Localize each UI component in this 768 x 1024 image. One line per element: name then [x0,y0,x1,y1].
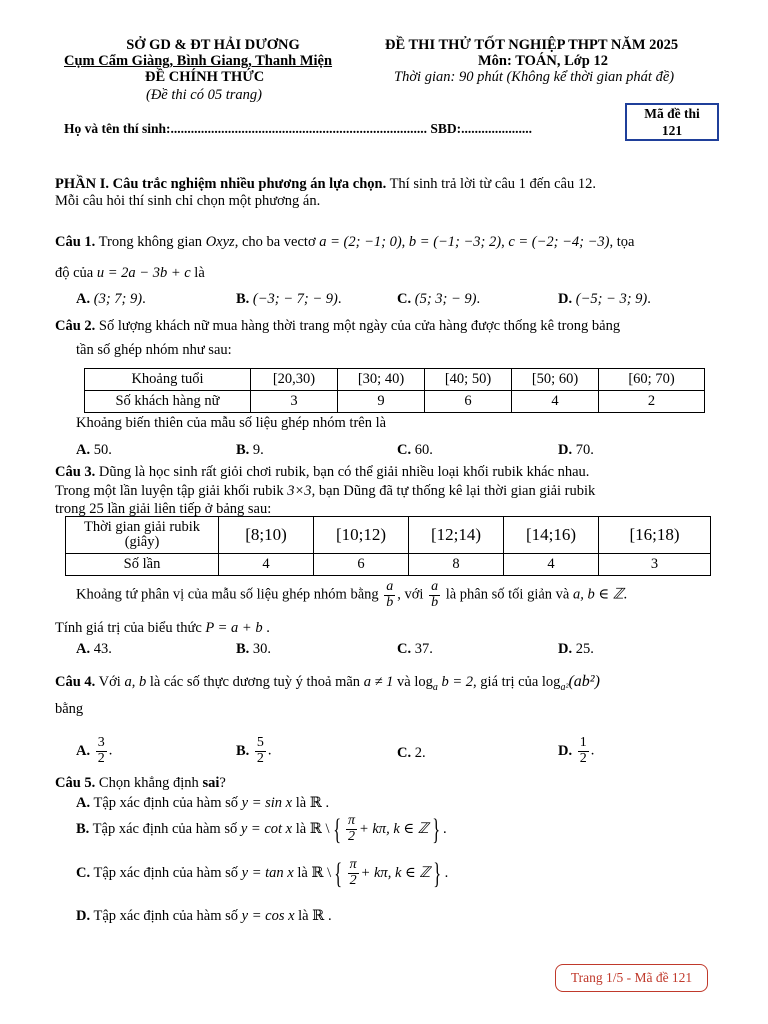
q3-fraction [384,580,395,610]
page-footer-badge: Trang 1/5 - Mã đề 121 [555,964,708,992]
option-value: 9 [252,442,261,458]
q4-line1 [55,672,600,694]
option-letter: B. [236,743,250,760]
fraction-denominator: 2 [349,872,357,888]
q1-vector-a: a = (2; −1; 0) [319,234,402,250]
option-fraction [578,736,589,766]
q5-text: Chọn khẳng định [95,775,203,791]
q1-text-b: , cho ba vectơ [234,234,320,250]
header-dept: SỞ GD & ĐT HẢI DƯƠNG [126,37,300,53]
option-letter: A. [76,641,91,657]
header-pages: (Đề thi có 05 trang) [146,87,262,103]
fraction-denominator: b [386,594,394,610]
header-subject: Môn: TOÁN, Lớp 12 [478,53,608,69]
q2-option-d[interactable]: D. 70. [558,442,594,458]
q2-line2: tần số ghép nhóm như sau: [76,342,232,358]
q3-line1 [55,463,589,481]
q4-text-2: , [131,674,139,690]
q3-option-c[interactable]: C. 37. [397,641,433,657]
q4-text-5: , giá trị của [473,674,542,690]
option-letter: D. [558,641,573,657]
table-header-cell: Số khách hàng nữ [85,391,251,413]
option-mid: là [292,795,310,811]
right-brace: } [433,856,442,890]
q1-text-c: , tọa [609,234,635,250]
option-value: 2 [414,745,422,761]
option-letter: D. [558,442,573,458]
exam-code-value: 121 [661,122,683,138]
q1-option-d[interactable]: D. (−5; − 3; 9). [558,291,651,307]
header-time: Thời gian: 90 phút (Không kể thời gian phát đề) [394,69,675,85]
option-text: Tập xác định của hàm số [89,820,241,837]
q1-label: Câu 1. [55,234,96,250]
header-cluster: Cụm Cẩm Giàng, Bình Giang, Thanh Miện [64,53,333,69]
option-letter: D. [76,908,91,924]
table-header-cell: Số lần [66,554,219,576]
table-cell: 2 [599,391,705,413]
q3-text-a: Trong một lần luyện tập giải khối rubik [55,483,288,499]
option-letter: C. [397,641,412,657]
table-cell: [40; 50) [425,369,512,391]
option-value: (5; 3; − 9) [414,291,477,307]
part1-title: PHẦN I. Câu trắc nghiệm nhiều phương án lựa chọn. [55,176,387,192]
q1-option-c[interactable]: C. (5; 3; − 9). [397,291,481,307]
q1-text: Trong không gian [95,234,206,250]
option-value: (−3; − 7; − 9) [252,291,338,307]
q5-question-mark: ? [219,775,226,791]
fraction-numerator: 1 [579,735,587,750]
option-set-rest: + kπ, k ∈ ℤ [358,820,429,837]
q3-question-text-b: , với [397,586,428,603]
table-row [66,517,711,554]
fraction-denominator: 2 [579,750,587,766]
q1-vector-c: c = (−2; −4; −3) [508,234,610,250]
table-cell: [8;10) [219,517,314,554]
option-set: ℝ [309,795,322,811]
q3-condition: a, b ∈ ℤ [572,586,624,603]
option-function: y = cos x [241,908,295,924]
q4-text-1: Với [95,674,125,690]
table-cell: 4 [219,554,314,576]
q3-frequency-table [65,516,711,576]
option-value: 37 [414,641,430,657]
option-letter: B. [236,641,250,657]
fraction-numerator: a [386,579,394,594]
option-fraction [346,814,357,844]
option-letter: A. [76,442,91,458]
q4-log2-argument: (ab²) [568,673,600,690]
q2-option-b[interactable]: B. 9. [236,442,264,458]
option-letter: B. [236,291,250,307]
q2-question: Khoảng biến thiên của mẫu số liệu ghép nhóm trên là [76,415,387,431]
q5-line1 [55,774,226,792]
table-cell: 3 [599,554,711,576]
q3-option-b[interactable]: B. 30. [236,641,272,657]
option-value: (−5; − 3; 9) [575,291,648,307]
q4-log-rest: b = 2 [437,674,474,690]
option-mid: là [293,864,312,881]
q3-question-end: . [623,586,628,603]
q4-log: log [414,674,433,690]
q1-vector-b: b = (−1; −3; 2) [408,234,502,250]
q5-label: Câu 5. [55,775,96,791]
option-value: 70 [575,442,591,458]
option-letter: C. [397,442,412,458]
fraction-numerator: 3 [97,735,105,750]
q3-expression: P = a + b [205,620,263,636]
option-letter: D. [558,743,573,760]
option-letter: C. [397,745,412,761]
fraction-numerator: 5 [256,735,264,750]
right-brace: } [431,812,440,846]
option-letter: B. [76,820,90,837]
q5-option-d[interactable] [76,907,332,925]
fraction-numerator: π [349,857,357,872]
table-header-cell: Khoảng tuổi [85,369,251,391]
q4-var-b: b [138,674,147,690]
q3-line3: trong 25 lần giải liên tiếp ở bảng sau: [55,501,272,517]
table-cell: [10;12) [314,517,409,554]
fraction-denominator: b [431,594,439,610]
q3-question [76,580,627,610]
table-cell: [12;14) [409,517,504,554]
fraction-denominator: 2 [347,828,355,844]
q1-line2 [55,264,205,282]
q3-fraction-2 [429,580,440,610]
option-value: 30 [252,641,268,657]
q3-line5-text: Tính giá trị của biểu thức [55,620,206,636]
q4-text-4: và [393,674,415,690]
q3-label: Câu 3. [55,464,96,480]
table-cell: [16;18) [599,517,711,554]
q4-option-b[interactable]: B. $\frac{5}{2}$ . [236,735,272,766]
option-letter: D. [558,291,573,307]
q3-text-b: , bạn Dũng đã tự thống kê lại thời gian giải rubik [311,483,596,499]
option-letter: A. [76,743,91,760]
q3-option-d[interactable]: D. 25. [558,641,594,657]
part1-instruction: Thí sinh trả lời từ câu 1 đến câu 12. [386,176,596,192]
q4-text-3: là các số thực dương tuỳ ý thoả mãn [146,674,364,690]
option-letter: C. [76,864,91,881]
q4-label: Câu 4. [55,674,96,690]
q2-line1 [55,317,620,335]
table-header-cell [66,517,219,554]
table-cell: 9 [338,391,425,413]
q4-log2-base: a² [560,681,569,693]
q2-option-c[interactable]: C. 60. [397,442,433,458]
q1-line2-end: là [190,265,205,281]
option-end: . [324,908,332,924]
q3-text: Dũng là học sinh rất giỏi chơi rubik, bạn có thể giải nhiều loại khối rubik khác nhau. [95,464,590,480]
q1-expression: u = 2a − 3b + c [96,265,191,281]
table-row [85,391,705,413]
table-header-line: (giây) [124,534,160,550]
option-value: (3; 7; 9) [93,291,143,307]
q3-line5-end: . [262,620,270,636]
table-cell: 6 [425,391,512,413]
q2-frequency-table [84,368,705,413]
part1-line1 [55,175,596,193]
table-header-line: Thời gian giải rubik [84,518,200,535]
q1-option-b[interactable]: B. (−3; − 7; − 9). [236,291,342,307]
header-official: ĐỀ CHÍNH THỨC [145,69,265,85]
option-fraction [255,736,266,766]
fraction-numerator: a [431,579,439,594]
table-row [66,554,711,576]
q1-space: Oxyz [205,234,235,250]
q1-line2-text: độ của [55,265,97,281]
option-function: y = cot x [240,820,293,837]
q4-line2: bằng [55,701,84,717]
q4-condition: a ≠ 1 [363,674,394,690]
left-brace: { [334,856,343,890]
table-cell: [50; 60) [512,369,599,391]
q4-option-c[interactable]: C. 2. [397,745,426,761]
option-function: y = sin x [241,795,293,811]
q1-line1: Câu 1. Trong không gian Oxyz, cho ba vectơ a = (2; −1; 0), b = (−1; −3; 2), c = (−2; −4; −3), tọa [55,234,635,250]
table-cell: [30; 40) [338,369,425,391]
q4-log-2: log [541,674,561,690]
option-set: ℝ [312,908,325,924]
table-cell: 6 [314,554,409,576]
q2-label: Câu 2. [55,318,96,334]
table-cell: [20,30) [251,369,338,391]
table-row [85,369,705,391]
option-letter: C. [397,291,412,307]
header-exam-title: ĐỀ THI THỬ TỐT NGHIỆP THPT NĂM 2025 [385,37,679,53]
option-set: ℝ \ [311,864,332,881]
table-cell: 3 [251,391,338,413]
q3-question-text-c: là phân số tối giản và [442,586,573,603]
exam-code-box [625,103,719,141]
option-letter: A. [76,795,91,811]
option-text: Tập xác định của hàm số [90,795,242,811]
table-cell: 4 [504,554,599,576]
q2-text: Số lượng khách nữ mua hàng thời trang một ngày của cửa hàng được thống kê trong bảng [95,318,621,334]
option-set: ℝ \ [309,820,330,837]
exam-code-label: Mã đề thi [644,106,700,121]
option-end: . [442,820,447,837]
q4-log-base: a [432,681,438,693]
q3-line5 [55,619,270,637]
q3-dimension: 3×3 [287,483,312,499]
option-letter: B. [236,442,250,458]
q5-emphasis: sai [202,775,220,791]
q5-option-b[interactable] [76,814,447,844]
q3-option-a[interactable]: A. 43. [76,641,112,657]
table-cell: 8 [409,554,504,576]
option-value: 60 [414,442,430,458]
option-fraction [96,736,107,766]
option-value: 25 [575,641,591,657]
option-value: 50 [93,442,109,458]
table-cell: 4 [512,391,599,413]
table-cell: [14;16) [504,517,599,554]
q3-question-text: Khoảng tứ phân vị của mẫu số liệu ghép nhóm bằng [76,586,383,603]
part1-line2: Mỗi câu hỏi thí sinh chỉ chọn một phương án. [55,193,321,209]
q4-option-a[interactable]: A. $\frac{3}{2}$ . [76,735,113,766]
option-function: y = tan x [241,864,294,881]
option-value: 43 [93,641,109,657]
fraction-denominator: 2 [97,750,105,766]
student-info-line: Họ và tên thí sinh:............................................................................ SBD:..................... [64,121,533,136]
fraction-denominator: 2 [256,750,264,766]
option-end: . [321,795,330,811]
option-fraction [348,858,359,888]
q2-option-a[interactable]: A. 50. [76,442,112,458]
q4-option-d[interactable]: D. $\frac{1}{2}$ . [558,735,595,766]
q4-var-a: a [124,674,132,690]
q5-option-c[interactable] [76,858,448,888]
q3-line2 [55,482,595,500]
option-mid: là [294,908,313,924]
option-mid: là [292,820,310,837]
option-end: . [444,864,449,881]
q5-option-a[interactable] [76,794,329,812]
q1-option-a[interactable]: A. (3; 7; 9). [76,291,146,307]
option-text: Tập xác định của hàm số [90,864,242,881]
option-letter: A. [76,291,91,307]
left-brace: { [332,812,341,846]
option-set-rest: + kπ, k ∈ ℤ [360,864,431,881]
table-cell: [60; 70) [599,369,705,391]
fraction-numerator: π [347,813,355,828]
option-text: Tập xác định của hàm số [90,908,242,924]
